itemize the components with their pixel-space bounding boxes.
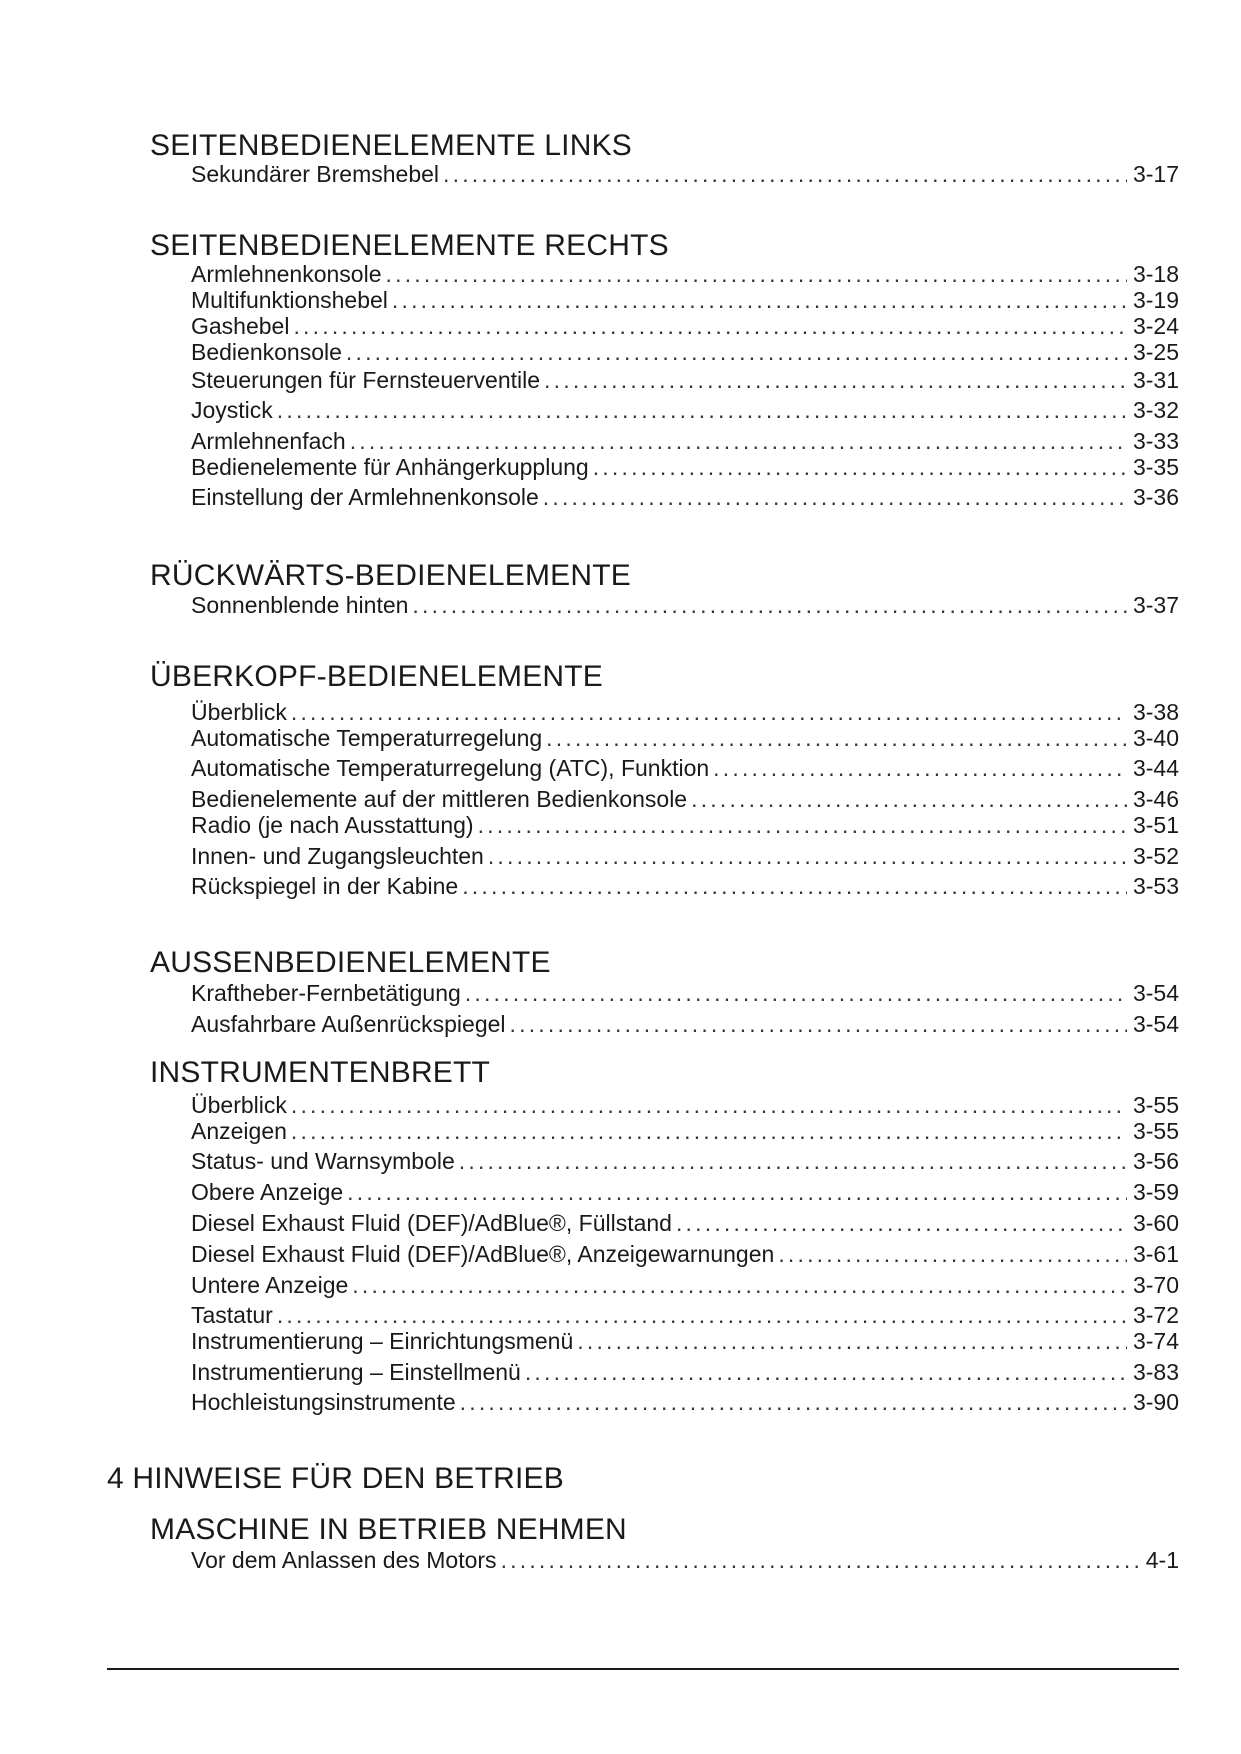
toc-entry[interactable] [191,1094,1179,1117]
toc-entry[interactable] [191,289,1179,312]
dot-leader [291,1120,1127,1143]
dot-leader [713,757,1127,780]
toc-entry[interactable] [191,1391,1179,1414]
section-heading: AUSSENBEDIENELEMENTE [150,946,551,979]
dot-leader [544,369,1127,392]
toc-entry-label: Einstellung der Armlehnenkonsole [191,484,539,510]
dot-leader [543,486,1127,509]
dot-leader [386,263,1127,286]
toc-entry[interactable] [191,315,1179,338]
toc-entry[interactable] [191,814,1179,837]
toc-entry[interactable] [191,1013,1179,1036]
toc-entry-label: Hochleistungsinstrumente [191,1389,456,1415]
toc-entry[interactable] [191,1330,1179,1353]
toc-entry-label: Ausfahrbare Außenrückspiegel [191,1011,506,1037]
dot-leader [291,701,1127,724]
toc-entry[interactable] [191,1150,1179,1173]
chapter-heading: 4 HINWEISE FÜR DEN BETRIEB [107,1462,564,1495]
toc-entry[interactable] [191,430,1179,453]
toc-entry[interactable] [191,341,1179,364]
toc-entry-page: 3-55 [1132,1092,1179,1118]
dot-leader [277,399,1127,422]
toc-entry[interactable] [191,788,1179,811]
toc-entry-page: 3-37 [1132,592,1179,618]
dot-leader [412,594,1127,617]
dot-leader [350,430,1127,453]
toc-entry-page: 3-59 [1132,1179,1179,1205]
toc-entry-page: 3-53 [1132,873,1179,899]
toc-entry[interactable] [191,1181,1179,1204]
toc-entry-page: 3-33 [1132,428,1179,454]
toc-entry[interactable] [191,875,1179,898]
toc-entry-page: 3-74 [1132,1328,1179,1354]
toc-entry-page: 3-17 [1132,161,1179,187]
toc-entry-page: 3-55 [1132,1118,1179,1144]
toc-entry-page: 3-51 [1132,812,1179,838]
toc-entry-page: 3-25 [1132,339,1179,365]
dot-leader [510,1013,1127,1036]
dot-leader [676,1212,1127,1235]
toc-entry-label: Bedienelemente für Anhängerkupplung [191,454,589,480]
toc-entry-label: Gashebel [191,313,290,339]
dot-leader [291,1094,1127,1117]
toc-entry-page: 3-24 [1132,313,1179,339]
toc-entry[interactable] [191,1304,1179,1327]
toc-entry-label: Sonnenblende hinten [191,592,409,618]
toc-entry-page: 3-56 [1132,1148,1179,1174]
toc-entry-page: 3-32 [1132,397,1179,423]
toc-entry-page: 3-36 [1132,484,1179,510]
toc-entry-label: Innen- und Zugangsleuchten [191,843,484,869]
toc-entry[interactable] [191,163,1179,186]
dot-leader [293,315,1126,338]
toc-entry-label: Steuerungen für Fernsteuerventile [191,367,541,393]
footer-rule [107,1668,1179,1670]
toc-entry-label: Sekundärer Bremshebel [191,161,440,187]
toc-entry[interactable] [191,727,1179,750]
dot-leader [691,788,1127,811]
toc-entry-page: 3-72 [1132,1302,1179,1328]
section-heading: RÜCKWÄRTS-BEDIENELEMENTE [150,559,631,592]
toc-entry-label: Tastatur [191,1302,273,1328]
toc-entry[interactable] [191,1243,1179,1266]
toc-entry-page: 3-60 [1132,1210,1179,1236]
dot-leader [525,1361,1127,1384]
toc-entry-page: 3-54 [1132,1011,1179,1037]
toc-entry[interactable] [191,399,1179,422]
toc-entry-page: 3-19 [1132,287,1179,313]
dot-leader [778,1243,1127,1266]
toc-entry-label: Instrumentierung – Einstellmenü [191,1359,521,1385]
toc-entry[interactable] [191,369,1179,392]
toc-entry-page: 3-83 [1132,1359,1179,1385]
dot-leader [478,814,1127,837]
dot-leader [346,341,1127,364]
section-heading: INSTRUMENTENBRETT [150,1056,491,1089]
dot-leader [488,845,1127,868]
toc-entry-label: Joystick [191,397,273,423]
toc-entry-label: Status- und Warnsymbole [191,1148,455,1174]
toc-entry[interactable] [191,594,1179,617]
toc-entry-page: 3-54 [1132,980,1179,1006]
section-heading: SEITENBEDIENELEMENTE LINKS [150,129,632,162]
toc-entry-page: 4-1 [1145,1547,1179,1573]
toc-entry[interactable] [191,263,1179,286]
toc-entry-page: 3-70 [1132,1272,1179,1298]
toc-entry[interactable] [191,1120,1179,1143]
dot-leader [577,1330,1127,1353]
dot-leader [352,1274,1127,1297]
toc-entry-label: Diesel Exhaust Fluid (DEF)/AdBlue®, Füllstand [191,1210,672,1236]
toc-entry-page: 3-35 [1132,454,1179,480]
toc-entry-label: Instrumentierung – Einrichtungsmenü [191,1328,574,1354]
dot-leader [460,1391,1127,1414]
toc-entry-label: Rückspiegel in der Kabine [191,873,459,899]
toc-entry-label: Multifunktionshebel [191,287,388,313]
toc-entry-label: Bedienkonsole [191,339,342,365]
toc-entry-label: Vor dem Anlassen des Motors [191,1547,497,1573]
toc-entry-page: 3-40 [1132,725,1179,751]
dot-leader [546,727,1127,750]
section-heading: SEITENBEDIENELEMENTE RECHTS [150,229,669,262]
toc-entry-label: Anzeigen [191,1118,287,1144]
toc-entry-label: Armlehnenkonsole [191,261,382,287]
dot-leader [392,289,1127,312]
toc-entry[interactable] [191,701,1179,724]
toc-entry[interactable] [191,982,1179,1005]
toc-entry[interactable] [191,1549,1179,1572]
toc-entry-page: 3-18 [1132,261,1179,287]
toc-entry-page: 3-90 [1132,1389,1179,1415]
toc-entry-label: Radio (je nach Ausstattung) [191,812,474,838]
dot-leader [462,875,1127,898]
toc-entry-label: Überblick [191,1092,287,1118]
toc-entry[interactable] [191,1361,1179,1384]
toc-entry[interactable] [191,1274,1179,1297]
dot-leader [465,982,1127,1005]
toc-entry[interactable] [191,486,1179,509]
dot-leader [459,1150,1127,1173]
toc-entry-page: 3-61 [1132,1241,1179,1267]
toc-entry[interactable] [191,456,1179,479]
toc-entry-page: 3-46 [1132,786,1179,812]
toc-entry[interactable] [191,757,1179,780]
toc-entry-label: Automatische Temperaturregelung (ATC), Funktion [191,755,710,781]
toc-entry-label: Automatische Temperaturregelung [191,725,543,751]
toc-entry-page: 3-52 [1132,843,1179,869]
toc-entry-label: Diesel Exhaust Fluid (DEF)/AdBlue®, Anzeigewarnungen [191,1241,775,1267]
toc-entry[interactable] [191,1212,1179,1235]
dot-leader [593,456,1127,479]
toc-entry[interactable] [191,845,1179,868]
toc-entry-label: Untere Anzeige [191,1272,349,1298]
dot-leader [347,1181,1127,1204]
toc-entry-label: Bedienelemente auf der mittleren Bedienkonsole [191,786,688,812]
dot-leader [277,1304,1127,1327]
toc-entry-page: 3-38 [1132,699,1179,725]
toc-entry-label: Kraftheber-Fernbetätigung [191,980,461,1006]
toc-entry-label: Überblick [191,699,287,725]
dot-leader [443,163,1127,186]
toc-entry-page: 3-44 [1132,755,1179,781]
section-heading: MASCHINE IN BETRIEB NEHMEN [150,1513,627,1546]
toc-entry-label: Obere Anzeige [191,1179,344,1205]
section-heading: ÜBERKOPF-BEDIENELEMENTE [150,660,604,693]
toc-entry-label: Armlehnenfach [191,428,346,454]
toc-entry-page: 3-31 [1132,367,1179,393]
dot-leader [501,1549,1140,1572]
